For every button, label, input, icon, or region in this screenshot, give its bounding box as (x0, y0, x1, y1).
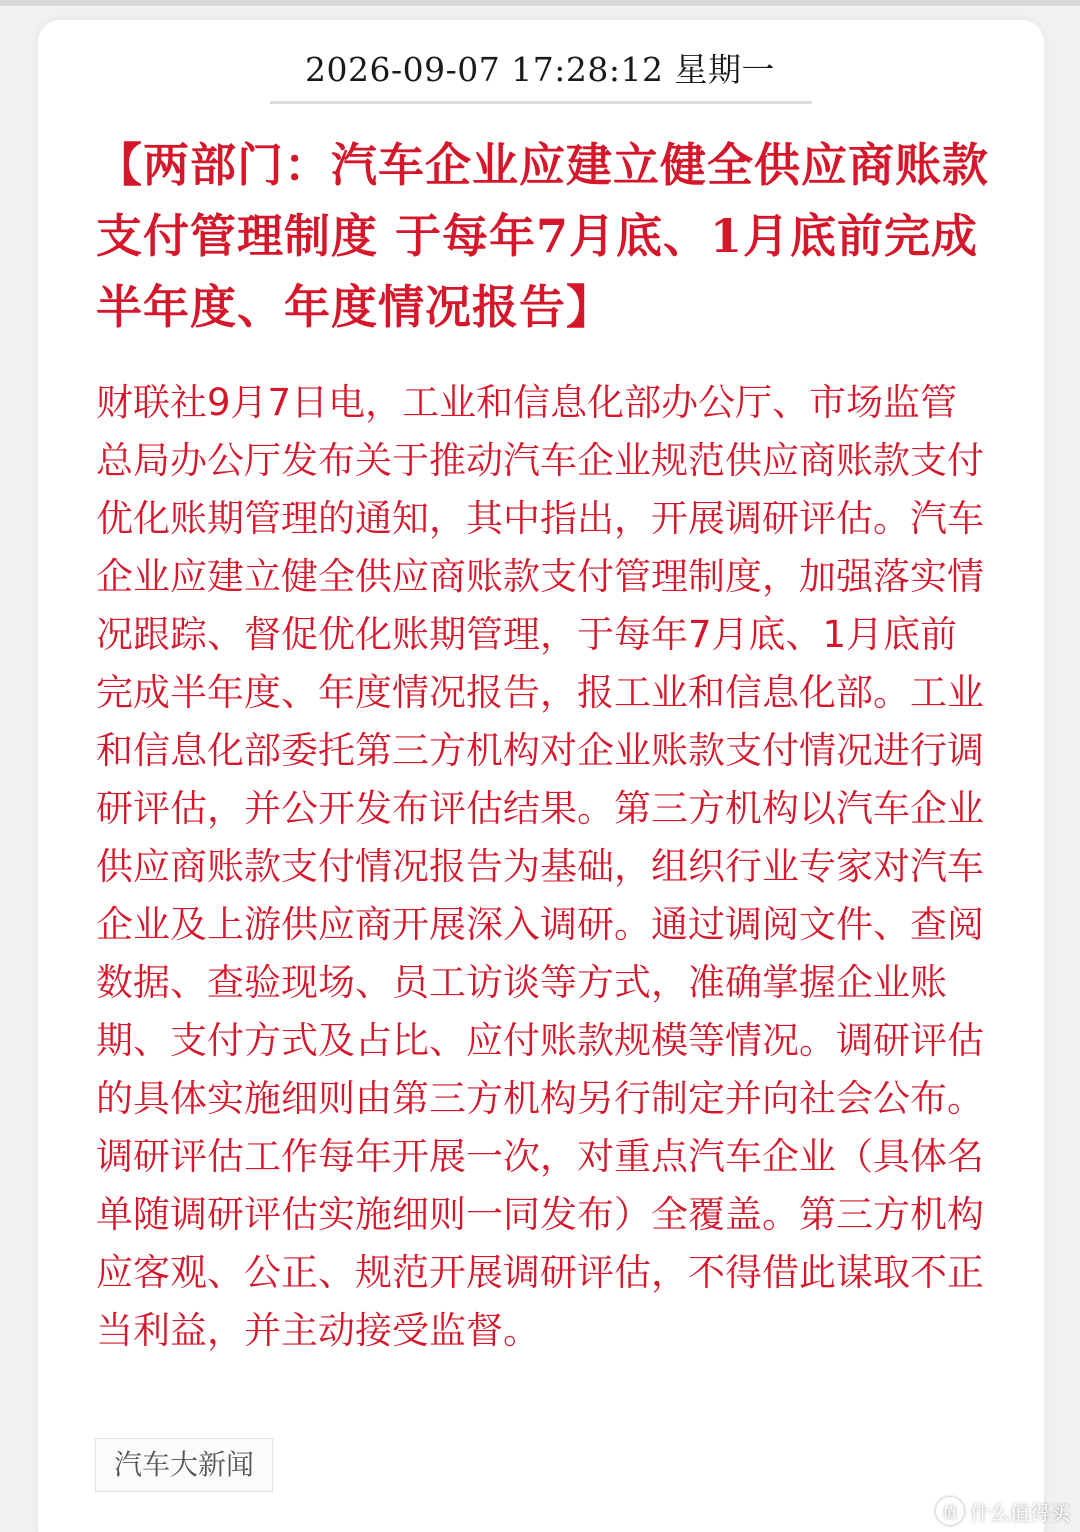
timestamp: 2026-09-07 17:28:12 星期一 (305, 50, 775, 89)
watermark-text: 什么值得买 (970, 1500, 1070, 1525)
site-watermark (936, 1494, 1070, 1528)
category-tag[interactable]: 汽车大新闻 (95, 1438, 273, 1492)
news-headline: 【两部门：汽车企业应建立健全供应商账款支付管理制度 于每年7月底、1月底前完成半年度、年度情况报告】 (96, 138, 989, 334)
news-body: 财联社9月7日电，工业和信息化部办公厅、市场监管总局办公厅发布关于推动汽车企业规范供应商账款支付 优化账期管理的通知，其中指出，开展调研评估。汽车企业应建立健全供应商账款支付管理制度，加强落实情况跟踪、督促优化账期管理，于每年7月底、1月底前完成半年度、年度情况报告，报工业和信息化部。工业和信息化部委托第三方机构对企业账款支付情况进行调研评估，并公开发布评估结果。第三方机构以汽车企业供应商账款支付情况报告为基础，组织行业专家对汽车企业及上游供应商开展深入调研。通过调阅文件、查阅数据、查验现场、员工访谈等方式，准确掌握企业账期、支付方式及占比、应付账款规模等情况。调研评估的具体实施细则由第三方机构另行制定并向社会公布。调研评估工作每年开展一次，对重点汽车企业（具体名单随调研评估实施细则一同发布）全覆盖。第三方机构应客观、公正、规范开展调研评估，不得借此谋取不正当利益，并主动接受监督。 (96, 381, 984, 1352)
timestamp-divider (270, 101, 812, 104)
top-divider (0, 0, 1080, 6)
smzdm-logo-icon: 值 (936, 1497, 964, 1525)
